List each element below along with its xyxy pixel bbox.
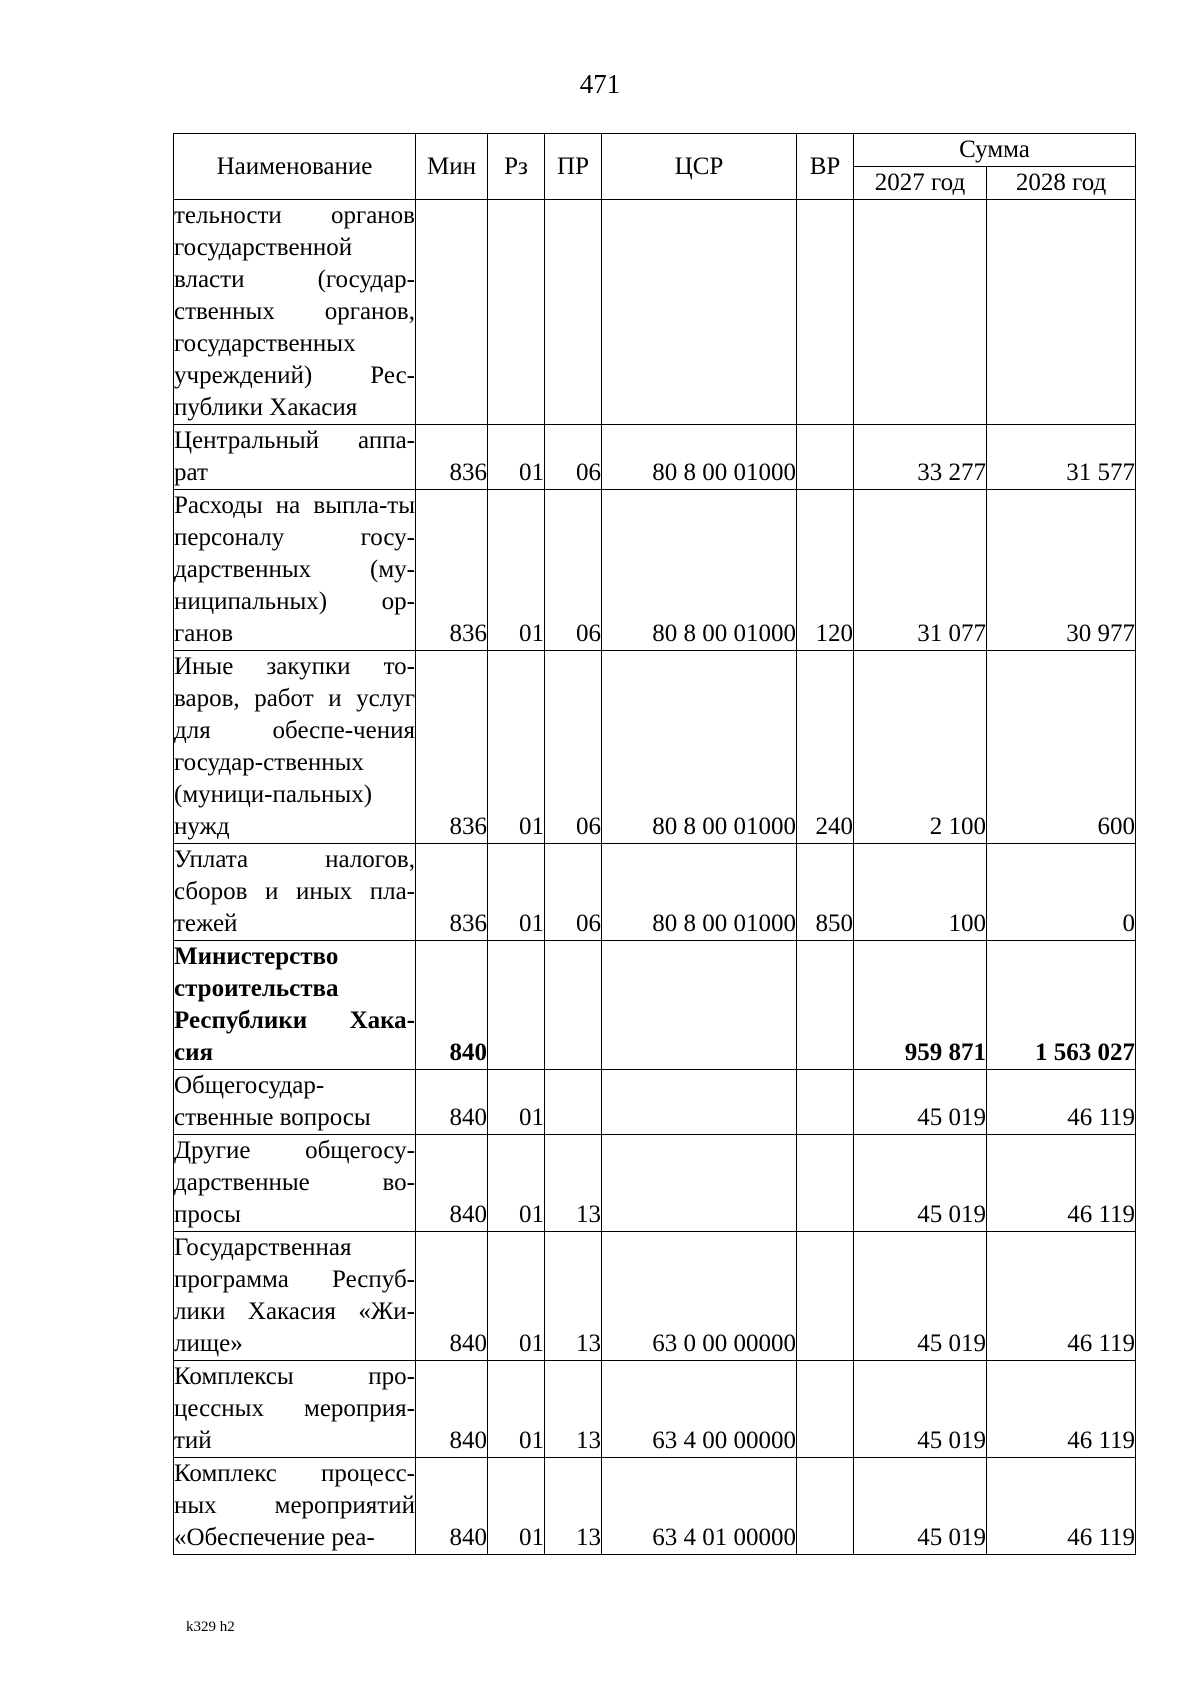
table-row: [174, 941, 1136, 1070]
cell-rz: 01: [488, 1232, 545, 1361]
cell-csr: 63 0 00 00000: [602, 1232, 797, 1361]
cell-name: Комплекс процесс-ных мероприятий «Обеспечение реа-: [174, 1458, 416, 1555]
footer-code: k329 h2: [186, 1619, 235, 1635]
table-body: [174, 200, 1136, 1555]
cell-csr: [602, 1070, 797, 1135]
cell-name: Центральный аппа-рат: [174, 425, 416, 490]
cell-name: Комплексы про-цессных мероприя-тий: [174, 1361, 416, 1458]
cell-pr: 06: [545, 651, 602, 844]
cell-vr: [797, 1070, 854, 1135]
cell-sum-2027: 100: [854, 844, 987, 941]
cell-sum-2027: [854, 200, 987, 425]
cell-sum-2028: 46 119: [987, 1232, 1136, 1361]
cell-sum-2027: 31 077: [854, 490, 987, 651]
cell-csr: 80 8 00 01000: [602, 651, 797, 844]
cell-vr: 120: [797, 490, 854, 651]
cell-sum-2028: 0: [987, 844, 1136, 941]
cell-sum-2027: 45 019: [854, 1458, 987, 1555]
cell-sum-2027: 2 100: [854, 651, 987, 844]
cell-min: 836: [416, 651, 488, 844]
cell-rz: 01: [488, 490, 545, 651]
cell-pr: [545, 1070, 602, 1135]
cell-sum-2028: 46 119: [987, 1135, 1136, 1232]
table-row: [174, 1135, 1136, 1232]
cell-min: 840: [416, 941, 488, 1070]
cell-csr: 80 8 00 01000: [602, 490, 797, 651]
table-row: [174, 1070, 1136, 1135]
cell-pr: 06: [545, 844, 602, 941]
cell-pr: 13: [545, 1361, 602, 1458]
header-year-2027: 2027 год: [854, 167, 987, 200]
header-year-2028: 2028 год: [987, 167, 1136, 200]
header-rz: Рз: [488, 134, 545, 200]
cell-pr: 13: [545, 1135, 602, 1232]
cell-pr: 06: [545, 425, 602, 490]
cell-rz: 01: [488, 1361, 545, 1458]
cell-name: Государственная программа Респуб-лики Хакасия «Жи-лище»: [174, 1232, 416, 1361]
cell-csr: [602, 941, 797, 1070]
header-vr: ВР: [797, 134, 854, 200]
header-pr: ПР: [545, 134, 602, 200]
cell-rz: 01: [488, 425, 545, 490]
cell-rz: 01: [488, 1070, 545, 1135]
cell-rz: 01: [488, 844, 545, 941]
cell-min: 836: [416, 490, 488, 651]
cell-pr: 13: [545, 1458, 602, 1555]
cell-vr: [797, 1232, 854, 1361]
cell-sum-2028: 46 119: [987, 1361, 1136, 1458]
cell-name: Расходы на выпла-ты персоналу госу-дарственных (му-ниципальных) ор-ганов: [174, 490, 416, 651]
cell-name: Иные закупки то-варов, работ и услуг для обеспе-чения государ-ственных (муници-пальных) нужд: [174, 651, 416, 844]
cell-csr: 80 8 00 01000: [602, 425, 797, 490]
cell-vr: [797, 200, 854, 425]
cell-vr: [797, 1135, 854, 1232]
table-row: [174, 490, 1136, 651]
cell-rz: [488, 200, 545, 425]
cell-sum-2027: 959 871: [854, 941, 987, 1070]
cell-vr: [797, 425, 854, 490]
cell-min: 836: [416, 844, 488, 941]
cell-csr: [602, 1135, 797, 1232]
cell-vr: [797, 1458, 854, 1555]
cell-sum-2028: 46 119: [987, 1070, 1136, 1135]
cell-sum-2027: 45 019: [854, 1361, 987, 1458]
cell-sum-2028: [987, 200, 1136, 425]
cell-csr: 63 4 00 00000: [602, 1361, 797, 1458]
cell-sum-2027: 45 019: [854, 1135, 987, 1232]
cell-min: 836: [416, 425, 488, 490]
cell-rz: [488, 941, 545, 1070]
cell-sum-2027: 45 019: [854, 1232, 987, 1361]
table-row: [174, 1232, 1136, 1361]
cell-vr: [797, 1361, 854, 1458]
cell-min: 840: [416, 1458, 488, 1555]
cell-vr: 240: [797, 651, 854, 844]
table-header: [174, 134, 1136, 200]
cell-name: Общегосудар-ственные вопросы: [174, 1070, 416, 1135]
cell-name: тельности органов государственной власти (государ-ственных органов, государственных учреждений) Рес-публики Хакасия: [174, 200, 416, 425]
cell-csr: 63 4 01 00000: [602, 1458, 797, 1555]
cell-pr: [545, 941, 602, 1070]
cell-pr: 06: [545, 490, 602, 651]
cell-vr: [797, 941, 854, 1070]
header-sum: Сумма: [854, 134, 1136, 167]
budget-table: [173, 133, 1136, 1555]
header-name: Наименование: [174, 134, 416, 200]
cell-name: Уплата налогов, сборов и иных пла-тежей: [174, 844, 416, 941]
cell-sum-2028: 30 977: [987, 490, 1136, 651]
cell-pr: 13: [545, 1232, 602, 1361]
cell-min: 840: [416, 1361, 488, 1458]
table-row: [174, 200, 1136, 425]
cell-vr: 850: [797, 844, 854, 941]
cell-rz: 01: [488, 651, 545, 844]
cell-rz: 01: [488, 1458, 545, 1555]
cell-sum-2027: 45 019: [854, 1070, 987, 1135]
cell-min: 840: [416, 1070, 488, 1135]
cell-name: Министерство строительства Республики Хака-сия: [174, 941, 416, 1070]
cell-min: [416, 200, 488, 425]
table-row: [174, 844, 1136, 941]
cell-name: Другие общегосу-дарственные во-просы: [174, 1135, 416, 1232]
table-row: [174, 651, 1136, 844]
cell-sum-2028: 1 563 027: [987, 941, 1136, 1070]
cell-sum-2028: 46 119: [987, 1458, 1136, 1555]
table-row: [174, 1361, 1136, 1458]
header-min: Мин: [416, 134, 488, 200]
cell-sum-2028: 31 577: [987, 425, 1136, 490]
page-number: 471: [579, 69, 621, 99]
cell-pr: [545, 200, 602, 425]
cell-min: 840: [416, 1135, 488, 1232]
cell-csr: 80 8 00 01000: [602, 844, 797, 941]
cell-min: 840: [416, 1232, 488, 1361]
cell-sum-2027: 33 277: [854, 425, 987, 490]
cell-csr: [602, 200, 797, 425]
cell-sum-2028: 600: [987, 651, 1136, 844]
table-row: [174, 425, 1136, 490]
cell-rz: 01: [488, 1135, 545, 1232]
table-row: [174, 1458, 1136, 1555]
header-csr: ЦСР: [602, 134, 797, 200]
